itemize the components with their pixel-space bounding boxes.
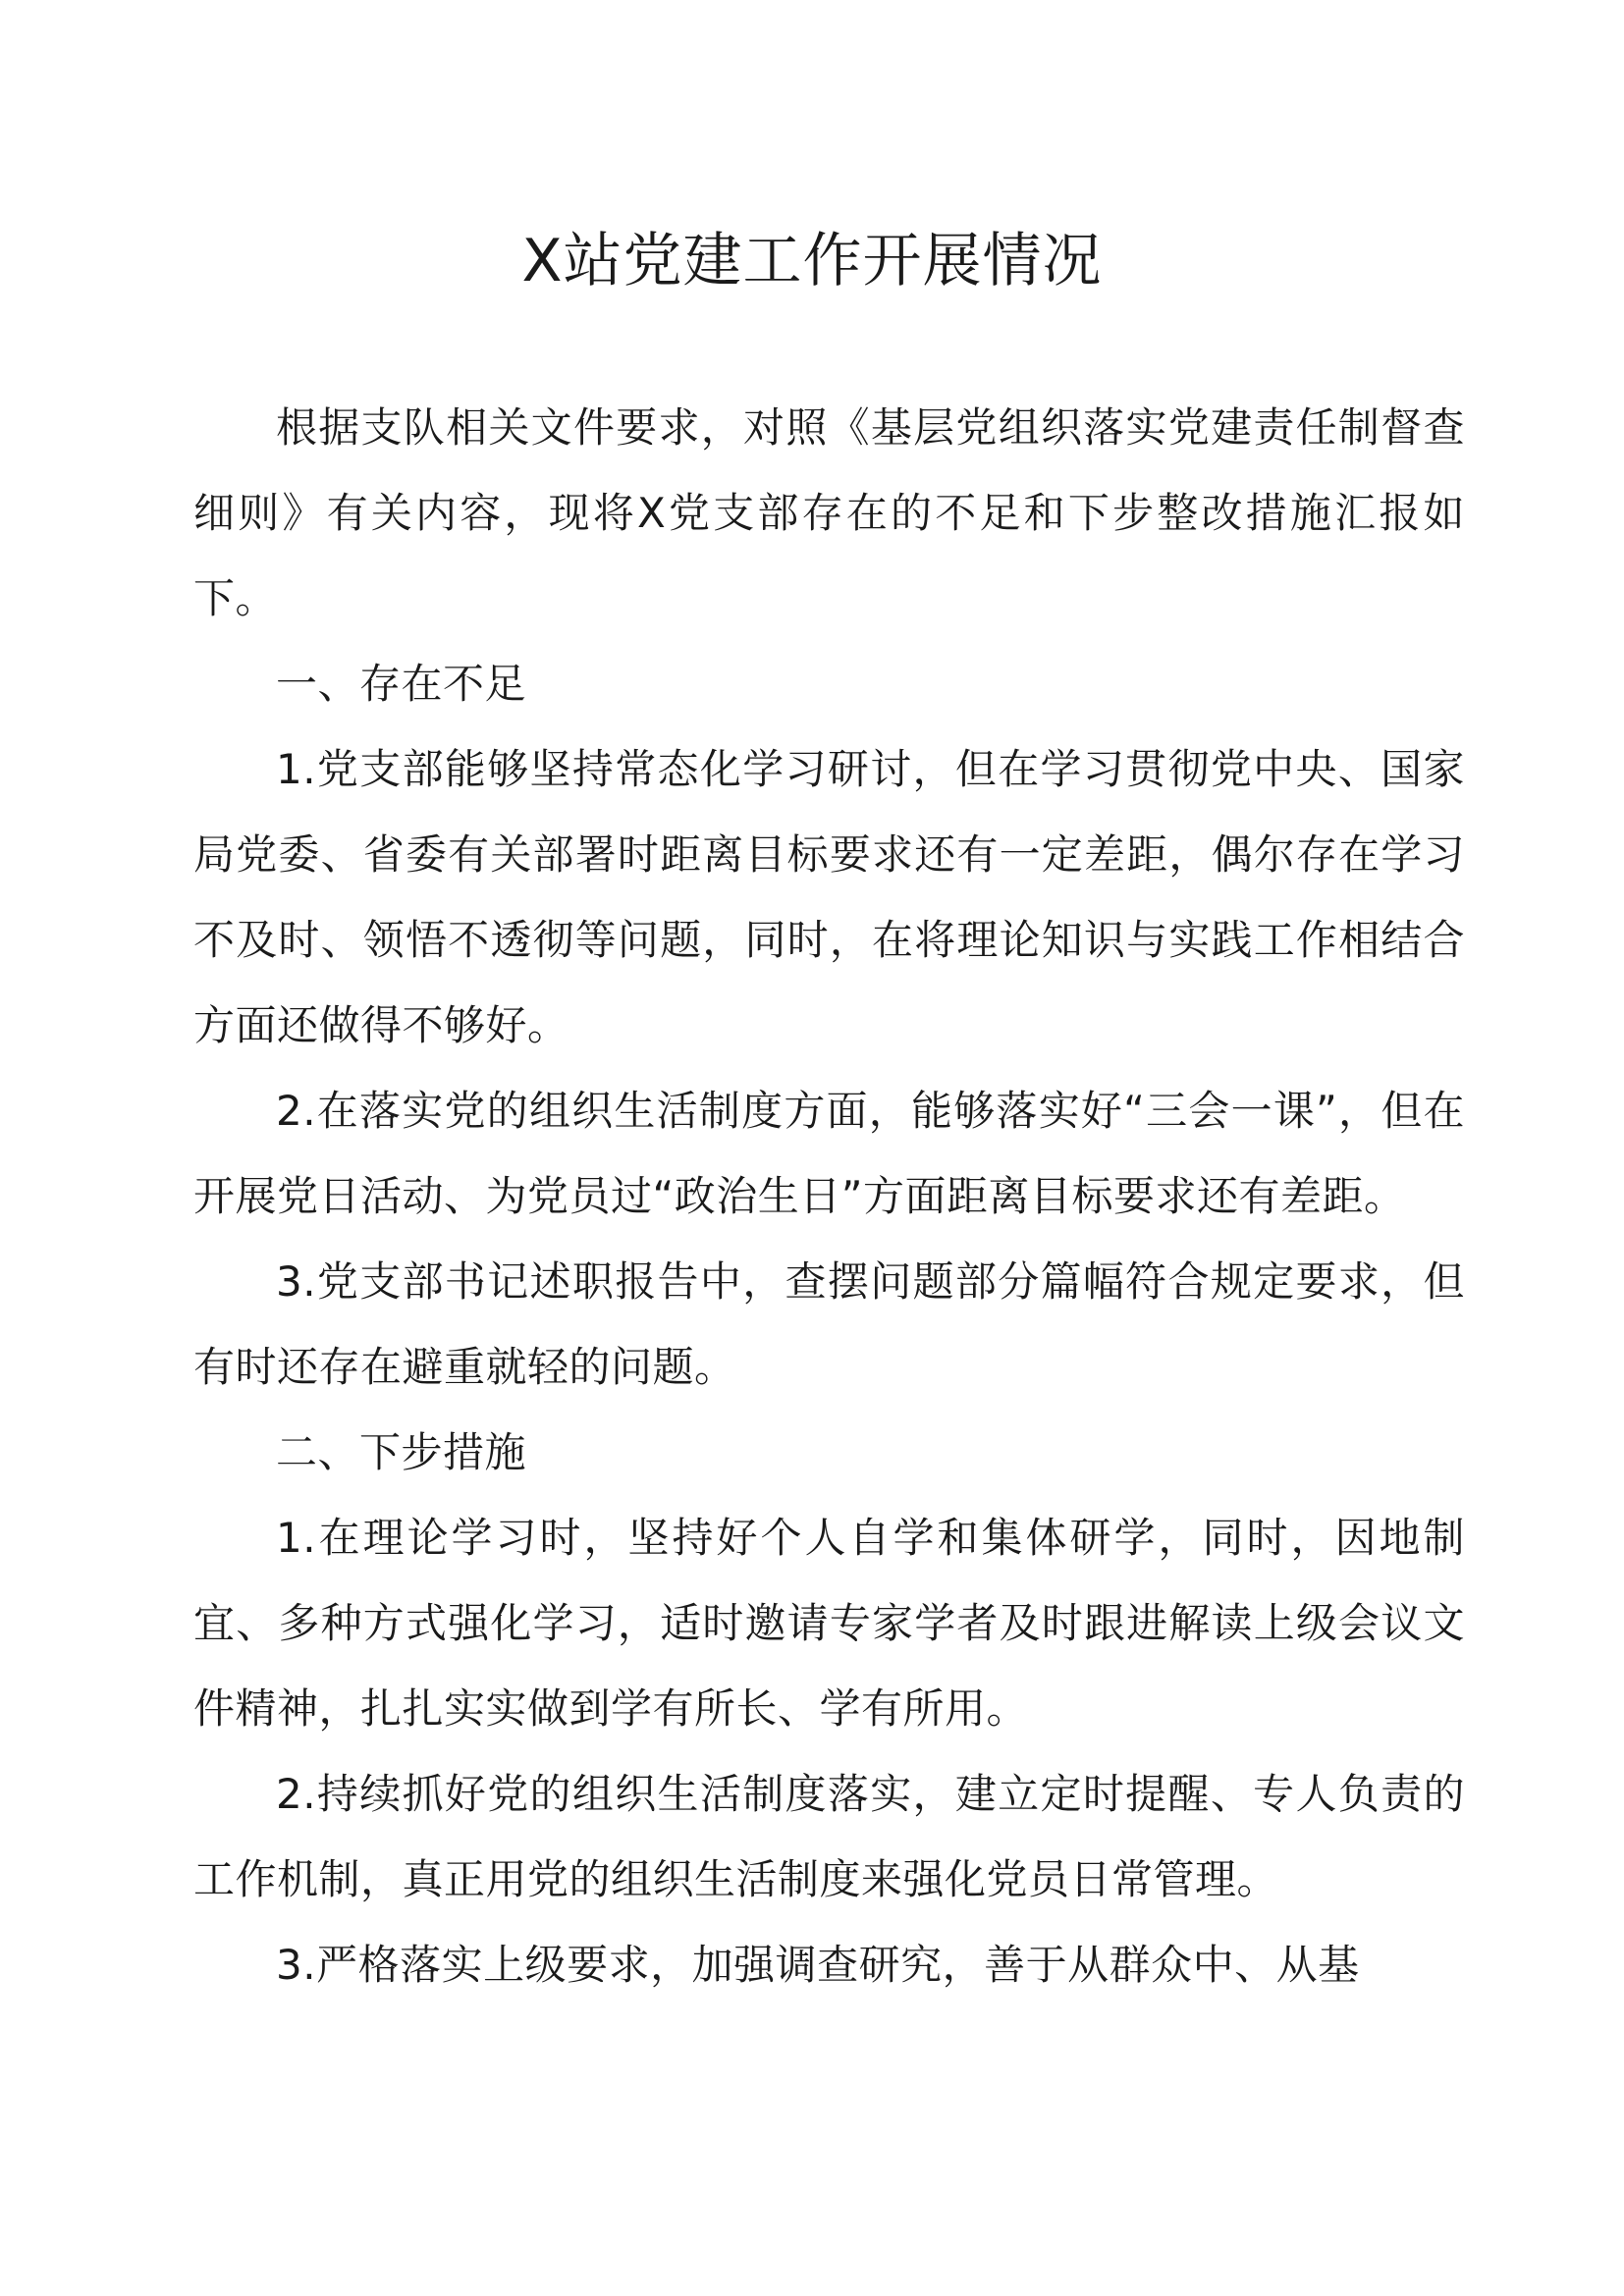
section-heading-measures: 二、下步措施 (276, 1428, 527, 1476)
intro-paragraph: 根据支队相关文件要求，对照《基层党组织落实党建责任制督查细则》有关内容，现将X党支部存在的不足和下步整改措施汇报如下。 (193, 403, 1465, 622)
shortcoming-item-1: 1.党支部能够坚持常态化学习研讨，但在学习贯彻党中央、国家局党委、省委有关部署时距离目标要求还有一定差距，偶尔存在学习不及时、领悟不透彻等问题，同时，在将理论知识与实践工作相结合方面还做得不够好。 (193, 745, 1465, 1049)
measure-item-2: 2.持续抓好党的组织生活制度落实，建立定时提醒、专人负责的工作机制，真正用党的组织生活制度来强化党员日常管理。 (193, 1770, 1465, 1903)
shortcoming-item-2: 2.在落实党的组织生活制度方面，能够落实好“三会一课”，但在开展党日活动、为党员过“政治生日”方面距离目标要求还有差距。 (193, 1087, 1465, 1220)
document-body (193, 385, 1465, 2007)
document-title: X站党建工作开展情况 (521, 227, 1103, 295)
measure-item-3: 3.严格落实上级要求，加强调查研究，善于从群众中、从基 (276, 1941, 1360, 1989)
measure-item-1: 1.在理论学习时，坚持好个人自学和集体研学，同时，因地制宜、多种方式强化学习，适时邀请专家学者及时跟进解读上级会议文件精神，扎扎实实做到学有所长、学有所用。 (193, 1514, 1465, 1733)
shortcoming-item-3: 3.党支部书记述职报告中，查摆问题部分篇幅符合规定要求，但有时还存在避重就轻的问题。 (193, 1257, 1465, 1391)
section-heading-shortcomings: 一、存在不足 (276, 660, 527, 708)
